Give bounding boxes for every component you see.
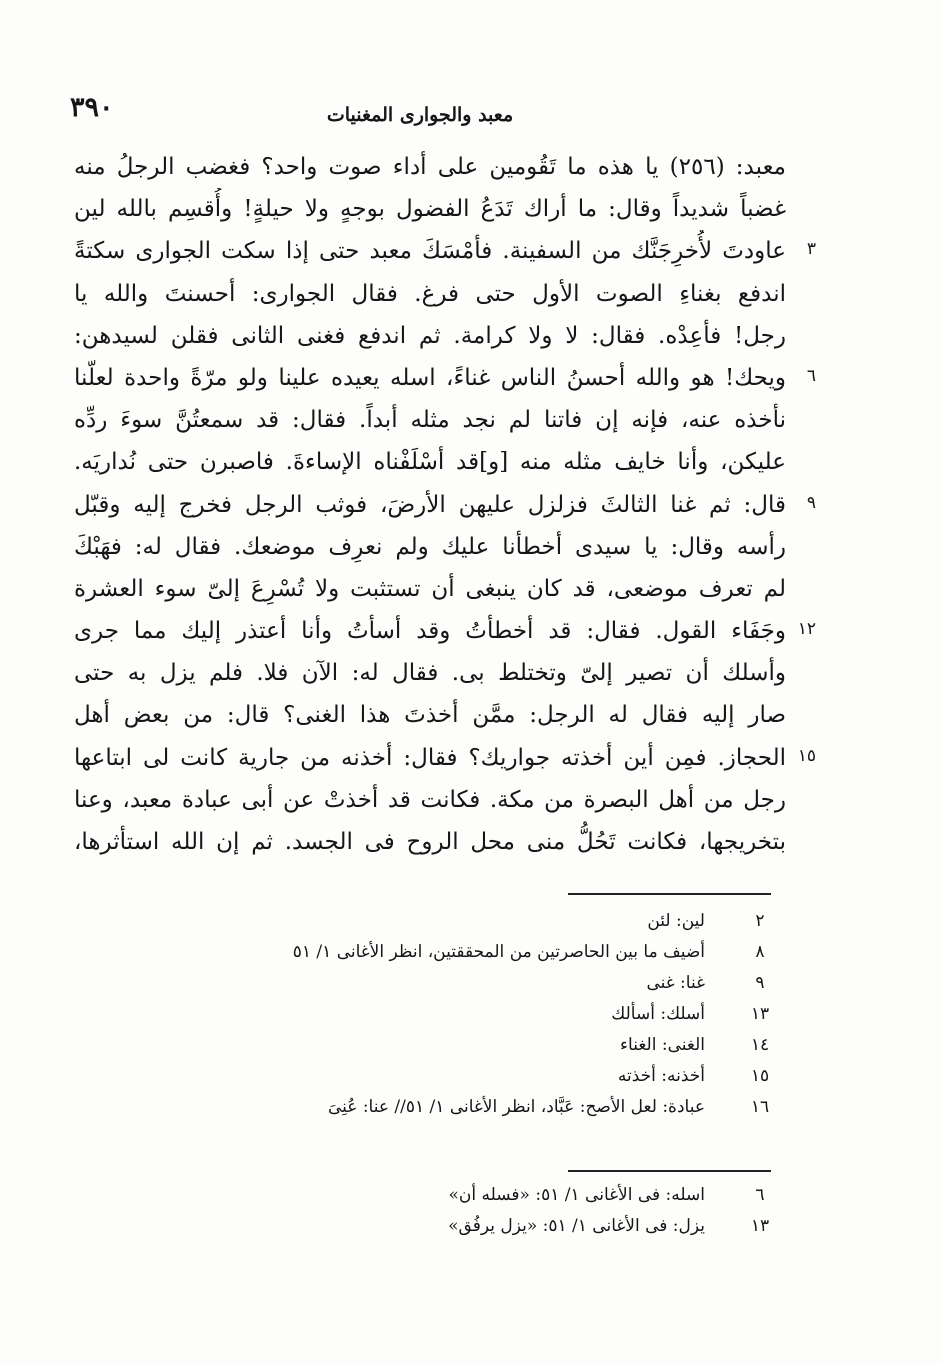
footnote-text: لين: لئن bbox=[647, 911, 705, 931]
text-line bbox=[74, 273, 786, 315]
text-line bbox=[74, 357, 816, 399]
line-text: معبد: (٢٥٦) يا هذه ما تَقُومين على أداء صوت واحد؟ فغضب الرجلُ منه bbox=[74, 154, 786, 180]
text-line bbox=[74, 737, 816, 779]
line-number: ٦ bbox=[806, 365, 816, 386]
line-text: قال: ثم غنا الثالثَ فزلزل عليهن الأرضَ، فوثب الرجل فخرج إليه وقبّل bbox=[74, 491, 786, 518]
page-number: ٣٩٠ bbox=[70, 92, 114, 123]
line-text: الحجاز. فمِن أين أخذته جواريك؟ فقال: أخذنه من جارية كانت لى ابتاعها bbox=[74, 744, 786, 771]
line-text: وأسلك أن تصير إلىّ وتختلط بى. فقال له: الآن فلا. فلم يزل به حتى bbox=[74, 660, 786, 687]
line-text: عاودتَ لأُخرِجَنَّك من السفينة. فأمْسَكَ معبد حتى إذا سكت الجوارى سكتةً bbox=[74, 238, 786, 265]
footnote-line-ref: ٨ bbox=[755, 942, 765, 962]
footnote-divider bbox=[568, 1170, 771, 1172]
text-line bbox=[74, 610, 816, 652]
footnote-text: الغنى: الغناء bbox=[620, 1035, 705, 1055]
footnote-line-ref: ١٦ bbox=[750, 1097, 770, 1117]
footnote-text: اسله: فى الأغانى ١/ ٥١: «فسله أن» bbox=[448, 1185, 705, 1205]
line-text: رجل! فأعِدْه. فقال: لا ولا كرامة. ثم اندفع فغنى الثانى فقلن لسيدهن: bbox=[74, 322, 786, 349]
footnote-divider bbox=[568, 893, 771, 895]
footnote-text: أخذنه: أخذته bbox=[617, 1066, 705, 1086]
text-line bbox=[74, 188, 786, 230]
text-line bbox=[74, 694, 786, 736]
text-line bbox=[74, 821, 786, 863]
footnote bbox=[160, 1211, 780, 1242]
body-text bbox=[74, 146, 816, 863]
line-text: لم تعرف موضعى، قد كان ينبغى أن تستثبت ولا تُسْرِعَ إلىّ سوء العشرة bbox=[74, 575, 786, 602]
footnote-text: أضيف ما بين الحاصرتين من المحققتين، انظر الأغانى ١/ ٥١ bbox=[292, 942, 705, 962]
footnote-text: يزل: فى الأغانى ١/ ٥١: «يزل يرفُق» bbox=[448, 1216, 705, 1236]
running-head: معبد والجوارى المغنيات bbox=[326, 104, 514, 126]
footnote-line-ref: ٢ bbox=[755, 911, 765, 931]
line-number: ١٥ bbox=[797, 745, 816, 766]
text-line bbox=[74, 146, 786, 188]
footnote-line-ref: ١٣ bbox=[750, 1216, 770, 1236]
footnote-line-ref: ١٣ bbox=[750, 1004, 770, 1024]
text-line bbox=[74, 652, 786, 694]
line-text: رجل من أهل البصرة من مكة. فكانت قد أخذتْ عن أبى عبادة معبد، وعنا bbox=[74, 786, 786, 813]
line-text: عليكن، وأنا خايف مثله منه [و]قد أسْلَفْناه الإساءةَ. فاصبرن حتى نُداريَه. bbox=[74, 449, 786, 476]
page-header bbox=[70, 92, 770, 132]
footnote bbox=[160, 999, 780, 1030]
footnote bbox=[160, 1061, 780, 1092]
footnote-text: أسلك: أسألك bbox=[611, 1004, 705, 1024]
text-line bbox=[74, 399, 786, 441]
text-line bbox=[74, 230, 816, 272]
line-text: ويحك! هو والله أحسنُ الناس غناءً، اسله يعيده علينا ولو مرّةً واحدة لعلّنا bbox=[74, 364, 786, 391]
line-number: ١٢ bbox=[797, 619, 816, 640]
footnote-line-ref: ٦ bbox=[755, 1185, 765, 1205]
footnote-line-ref: ٩ bbox=[755, 973, 765, 993]
footnote-text: عبادة: لعل الأصح: عَبَّاد، انظر الأغانى ١/ ٥١// عنا: عُنِىَ bbox=[327, 1097, 705, 1117]
text-line bbox=[74, 441, 786, 483]
line-text: صار إليه فقال له الرجل: ممَّن أخذتَ هذا الغنى؟ قال: من بعض أهل bbox=[74, 702, 786, 729]
footnote-line-ref: ١٤ bbox=[750, 1035, 770, 1055]
footnote bbox=[160, 906, 780, 937]
footnotes-apparatus bbox=[160, 906, 780, 1123]
footnote-line-ref: ١٥ bbox=[750, 1066, 770, 1086]
footnote-text: غنا: غنى bbox=[646, 973, 705, 993]
line-text: وجَفَاء القول. فقال: قد أخطأتُ وقد أسأتُ وأنا أعتذر إليك مما جرى bbox=[74, 618, 786, 645]
line-number: ٣ bbox=[806, 239, 816, 260]
footnote bbox=[160, 1092, 780, 1123]
text-line bbox=[74, 526, 786, 568]
text-line bbox=[74, 484, 816, 526]
line-text: بتخريجها، فكانت تَحُلُّ منى محل الروح فى الجسد. ثم إن الله استأثرها، bbox=[74, 829, 786, 855]
line-number: ٩ bbox=[806, 492, 816, 513]
footnote bbox=[160, 1030, 780, 1061]
footnotes-sources bbox=[160, 1180, 780, 1242]
text-line bbox=[74, 315, 786, 357]
line-text: نأخذه عنه، فإنه إن فاتنا لم نجد مثله أبداً. فقال: قد سمعتُنَّ سوءَ ردِّه bbox=[74, 407, 786, 434]
text-line bbox=[74, 568, 786, 610]
line-text: غضباً شديداً وقال: ما أراك تَدَعُ الفضول بوجهٍ ولا حيلةٍ! وأُقسِم بالله لين bbox=[74, 196, 786, 223]
line-text: اندفع بغناءِ الصوت الأول حتى فرغ. فقال الجوارى: أحسنتَ والله يا bbox=[74, 280, 786, 307]
footnote bbox=[160, 1180, 780, 1211]
footnote bbox=[160, 937, 780, 968]
text-line bbox=[74, 779, 786, 821]
line-text: رأسه وقال: يا سيدى أخطأنا عليك ولم نعرِف موضعك. فقال له: فهَبْكَ bbox=[74, 533, 786, 560]
footnote bbox=[160, 968, 780, 999]
